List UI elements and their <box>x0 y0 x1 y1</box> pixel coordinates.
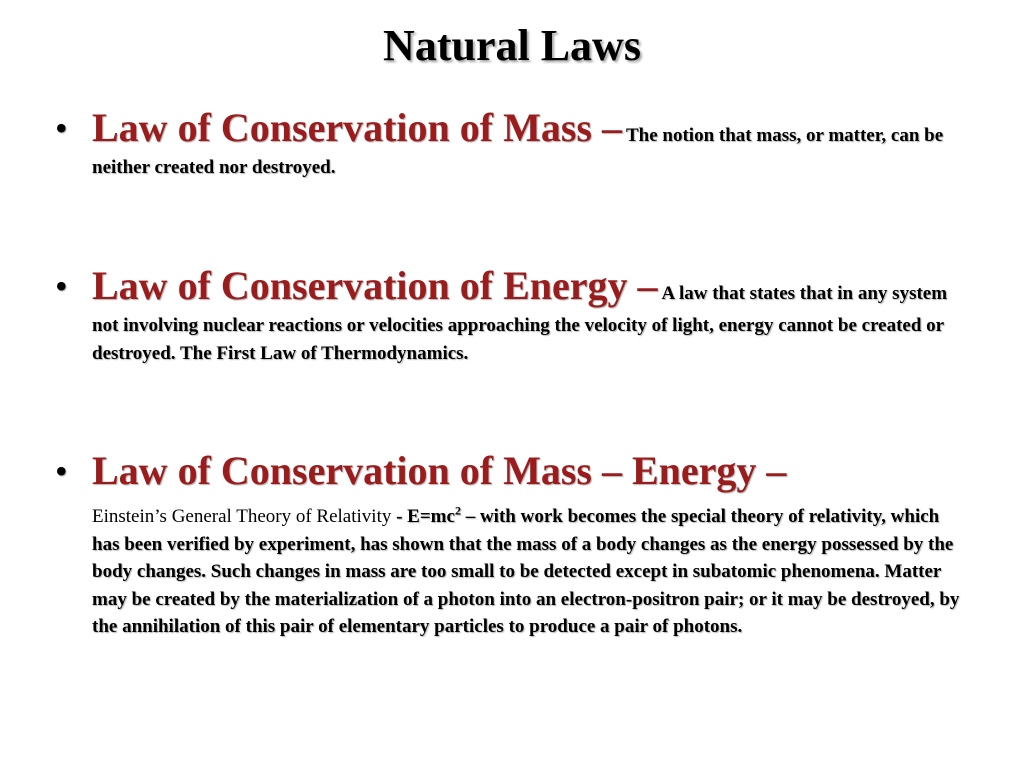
equation-exponent: 2 <box>454 503 461 518</box>
law-heading: Law of Conservation of Mass – <box>92 105 622 150</box>
equation-text: - E=mc <box>391 506 455 527</box>
law-description: A law that states that in any system not involving nuclear reactions or velocities approaching the velocity of light, energy cannot be created or destroyed. The First Law of Thermodynamics. <box>92 283 948 364</box>
law-heading: Law of Conservation of Mass – Energy – <box>92 448 787 493</box>
bullet-item-conservation-of-mass-energy <box>55 445 970 641</box>
law-heading: Law of Conservation of Energy – <box>92 263 658 308</box>
bullet-item-conservation-of-energy <box>55 260 970 368</box>
bullet-item-conservation-of-mass <box>55 102 970 182</box>
slide-title: Natural Laws <box>383 21 641 70</box>
theory-text: Einstein’s General Theory of Relativity <box>92 506 392 527</box>
law-description: The notion that mass, or matter, can be neither created nor destroyed. <box>92 125 944 178</box>
bullet-icon: • <box>55 266 68 306</box>
law-description-text: – with work becomes the special theory of relativity, which has been verified by experiment, has shown that the mass of a body changes as the energy possessed by the body changes. Such changes in mass are too small to be detected except in subatomic phenomena. Matter may be created by the materialization of a photon into an electron-positron pair; or it may be destroyed, by the annihilation of this pair of elementary particles to produce a pair of photons. <box>92 506 960 637</box>
bullet-icon: • <box>55 108 68 148</box>
bullet-icon: • <box>55 451 68 491</box>
law-description <box>92 503 970 641</box>
